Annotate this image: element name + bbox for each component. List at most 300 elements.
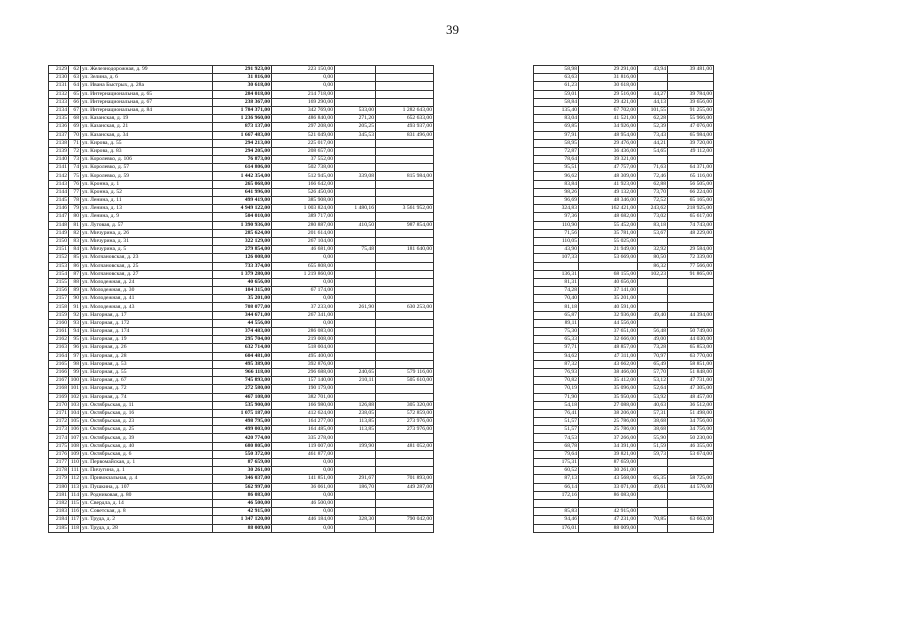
cell-rate-a: 136,31 bbox=[534, 270, 579, 278]
cell-rate-b: 44,21 bbox=[638, 139, 668, 147]
table-row bbox=[49, 442, 714, 450]
cell-cost-a: 141 851,00 bbox=[272, 475, 335, 483]
cell-row-number: 2167 bbox=[49, 377, 69, 385]
cell-cost-b bbox=[376, 319, 434, 327]
cell-area bbox=[335, 147, 376, 155]
cell-total-cost: 76 873,00 bbox=[213, 156, 272, 164]
table-row bbox=[49, 385, 714, 393]
cell-cost-a: 655 808,00 bbox=[272, 262, 335, 270]
cell-row-number: 2180 bbox=[49, 483, 69, 491]
cell-cost-b bbox=[376, 287, 434, 295]
cell-rate-b: 62,28 bbox=[638, 115, 668, 123]
cell-row-number: 2160 bbox=[49, 319, 69, 327]
cell-total-cost: 44 556,00 bbox=[213, 319, 272, 327]
cell-cost-d: 77 566,00 bbox=[668, 262, 714, 270]
cell-cost-a: 385 908,00 bbox=[272, 197, 335, 205]
cell-gap bbox=[434, 491, 534, 499]
cell-area bbox=[335, 295, 376, 303]
cell-rate-a: 110,05 bbox=[534, 237, 579, 245]
cell-total-cost: 294 213,00 bbox=[213, 139, 272, 147]
cell-rate-a: 81,31 bbox=[534, 278, 579, 286]
cell-address: ул. Мичурина, д. 31 bbox=[81, 237, 213, 245]
cell-rate-a: 60,52 bbox=[534, 467, 579, 475]
cell-rate-a: 175,31 bbox=[534, 459, 579, 467]
cell-cost-d: 65 984,00 bbox=[668, 131, 714, 139]
cell-cost-a: 157 140,00 bbox=[272, 377, 335, 385]
cell-total-cost: 4 949 122,00 bbox=[213, 205, 272, 213]
cell-cost-d: 53 674,00 bbox=[668, 450, 714, 458]
cell-cost-d: 91 255,00 bbox=[668, 106, 714, 114]
cell-item-number: 90 bbox=[69, 295, 81, 303]
cell-item-number: 96 bbox=[69, 344, 81, 352]
cell-gap bbox=[434, 295, 534, 303]
cell-cost-c: 35 781,00 bbox=[579, 229, 638, 237]
cell-rate-a: 97,36 bbox=[534, 213, 579, 221]
cell-total-cost: 31 816,00 bbox=[213, 74, 272, 82]
table-row bbox=[49, 278, 714, 286]
cell-area bbox=[335, 156, 376, 164]
table-row bbox=[49, 352, 714, 360]
cell-cost-b: 181 640,00 bbox=[376, 246, 434, 254]
cell-cost-d: 72 339,00 bbox=[668, 254, 714, 262]
cell-rate-b: 65,35 bbox=[638, 475, 668, 483]
cell-cost-d bbox=[668, 82, 714, 90]
cell-gap bbox=[434, 82, 534, 90]
cell-cost-c: 162 421,00 bbox=[579, 205, 638, 213]
cell-cost-a: 297 208,00 bbox=[272, 123, 335, 131]
cell-cost-b bbox=[376, 459, 434, 467]
cell-rate-a bbox=[534, 499, 579, 507]
cell-cost-c bbox=[579, 262, 638, 270]
cell-area bbox=[335, 311, 376, 319]
cell-cost-a: 0,00 bbox=[272, 254, 335, 262]
cell-cost-b bbox=[376, 491, 434, 499]
cell-total-cost: 104 315,00 bbox=[213, 287, 272, 295]
table-row bbox=[49, 213, 714, 221]
cell-area bbox=[335, 278, 376, 286]
cell-area: 410,50 bbox=[335, 221, 376, 229]
cell-area bbox=[335, 393, 376, 401]
cell-row-number: 2162 bbox=[49, 336, 69, 344]
table-row bbox=[49, 483, 714, 491]
cell-rate-b: 38,68 bbox=[638, 418, 668, 426]
table-row bbox=[49, 262, 714, 270]
cell-rate-a: 75,30 bbox=[534, 328, 579, 336]
cell-item-number: 102 bbox=[69, 393, 81, 401]
cell-area: 533,00 bbox=[335, 106, 376, 114]
cell-cost-a: 219 008,00 bbox=[272, 336, 335, 344]
cell-rate-a: 97,71 bbox=[534, 344, 579, 352]
cell-rate-b: 71,63 bbox=[638, 164, 668, 172]
cell-address: ул. Ивана Быстрых, д. 28а bbox=[81, 82, 213, 90]
cell-area bbox=[335, 328, 376, 336]
table-row bbox=[49, 197, 714, 205]
cell-total-cost: 87 659,00 bbox=[213, 459, 272, 467]
cell-total-cost: 1 442 354,00 bbox=[213, 172, 272, 180]
cell-rate-b: 49,40 bbox=[638, 311, 668, 319]
cell-cost-d: 74 743,00 bbox=[668, 221, 714, 229]
cell-cost-b bbox=[376, 295, 434, 303]
cell-cost-a: 518 004,00 bbox=[272, 344, 335, 352]
cell-address: ул. Молчановская, д. 27 bbox=[81, 270, 213, 278]
cell-cost-b bbox=[376, 147, 434, 155]
cell-row-number: 2131 bbox=[49, 82, 69, 90]
cell-address: ул. Октябрьская, д. 16 bbox=[81, 409, 213, 417]
cell-row-number: 2150 bbox=[49, 237, 69, 245]
cell-cost-b bbox=[376, 434, 434, 442]
cell-cost-a: 0,00 bbox=[272, 524, 335, 532]
cell-item-number: 113 bbox=[69, 483, 81, 491]
cell-area bbox=[335, 98, 376, 106]
cell-cost-a: 0,00 bbox=[272, 74, 335, 82]
cell-row-number: 2171 bbox=[49, 409, 69, 417]
cell-row-number: 2137 bbox=[49, 131, 69, 139]
cell-rate-a bbox=[534, 262, 579, 270]
cell-cost-b bbox=[376, 156, 434, 164]
cell-gap bbox=[434, 123, 534, 131]
cell-cost-d: 58 725,00 bbox=[668, 475, 714, 483]
cell-total-cost: 966 118,00 bbox=[213, 368, 272, 376]
cell-cost-b bbox=[376, 229, 434, 237]
cell-address: ул. Пичугина, д. 1 bbox=[81, 467, 213, 475]
cell-cost-a: 67 174,00 bbox=[272, 287, 335, 295]
cell-gap bbox=[434, 197, 534, 205]
cell-total-cost: 467 108,00 bbox=[213, 393, 272, 401]
cell-cost-b bbox=[376, 499, 434, 507]
cell-item-number: 83 bbox=[69, 237, 81, 245]
table-row bbox=[49, 475, 714, 483]
table-row bbox=[49, 418, 714, 426]
table-row bbox=[49, 180, 714, 188]
table-row bbox=[49, 156, 714, 164]
cell-cost-d: 48 457,00 bbox=[668, 393, 714, 401]
cell-cost-d bbox=[668, 287, 714, 295]
cell-gap bbox=[434, 459, 534, 467]
cell-cost-b bbox=[376, 188, 434, 196]
cell-cost-c: 25 786,00 bbox=[579, 418, 638, 426]
cell-address: ул. Нагорная, д. 19 bbox=[81, 336, 213, 344]
cell-cost-d: 39 720,00 bbox=[668, 139, 714, 147]
cell-cost-c: 67 702,00 bbox=[579, 106, 638, 114]
cell-row-number: 2144 bbox=[49, 188, 69, 196]
cell-gap bbox=[434, 106, 534, 114]
cell-cost-a: 502 738,00 bbox=[272, 164, 335, 172]
cell-rate-b bbox=[638, 74, 668, 82]
cell-rate-b: 65,49 bbox=[638, 360, 668, 368]
table-row bbox=[49, 205, 714, 213]
cell-item-number: 91 bbox=[69, 303, 81, 311]
cell-rate-b: 52,39 bbox=[638, 123, 668, 131]
table-row bbox=[49, 303, 714, 311]
cell-cost-d: 56 505,00 bbox=[668, 180, 714, 188]
cell-cost-d: 51 848,00 bbox=[668, 368, 714, 376]
cell-item-number: 85 bbox=[69, 254, 81, 262]
cell-area bbox=[335, 74, 376, 82]
cell-area: 126,88 bbox=[335, 401, 376, 409]
cell-row-number: 2183 bbox=[49, 508, 69, 516]
cell-total-cost: 499 419,00 bbox=[213, 197, 272, 205]
cell-area: 240,65 bbox=[335, 368, 376, 376]
cell-item-number: 66 bbox=[69, 98, 81, 106]
cell-address: ул. Зелина, д. 6 bbox=[81, 74, 213, 82]
cell-address: ул. Кронна, д. 1 bbox=[81, 180, 213, 188]
cell-rate-a: 76,93 bbox=[534, 368, 579, 376]
cell-item-number: 79 bbox=[69, 205, 81, 213]
cell-cost-c: 29 476,00 bbox=[579, 139, 638, 147]
cell-cost-b bbox=[376, 270, 434, 278]
cell-cost-d: 58 851,00 bbox=[668, 360, 714, 368]
table-row bbox=[49, 90, 714, 98]
cell-rate-a: 89,11 bbox=[534, 319, 579, 327]
cell-total-cost: 284 018,00 bbox=[213, 90, 272, 98]
cell-rate-a: 51,57 bbox=[534, 418, 579, 426]
table-row bbox=[49, 336, 714, 344]
cell-gap bbox=[434, 434, 534, 442]
cell-item-number: 87 bbox=[69, 270, 81, 278]
cell-item-number: 115 bbox=[69, 499, 81, 507]
cell-total-cost: 272 580,00 bbox=[213, 385, 272, 393]
cell-item-number: 108 bbox=[69, 442, 81, 450]
cell-total-cost: 294 205,00 bbox=[213, 147, 272, 155]
cell-address: ул. Первомайская, д. 1 bbox=[81, 459, 213, 467]
cell-rate-a: 69,85 bbox=[534, 123, 579, 131]
cell-row-number: 2130 bbox=[49, 74, 69, 82]
cell-cost-b: 273 976,00 bbox=[376, 426, 434, 434]
cell-row-number: 2165 bbox=[49, 360, 69, 368]
cell-cost-b: 1 282 643,00 bbox=[376, 106, 434, 114]
table-row bbox=[49, 459, 714, 467]
cell-rate-a: 96,62 bbox=[534, 172, 579, 180]
table-row bbox=[49, 401, 714, 409]
cell-item-number: 64 bbox=[69, 82, 81, 90]
cell-cost-a: 342 769,00 bbox=[272, 106, 335, 114]
table-row bbox=[49, 164, 714, 172]
cell-rate-a: 70,82 bbox=[534, 377, 579, 385]
cell-rate-a: 98,26 bbox=[534, 188, 579, 196]
cell-item-number: 116 bbox=[69, 508, 81, 516]
cell-item-number: 98 bbox=[69, 360, 81, 368]
cell-item-number: 107 bbox=[69, 434, 81, 442]
cell-total-cost: 86 083,00 bbox=[213, 491, 272, 499]
cell-cost-a: 335 278,00 bbox=[272, 434, 335, 442]
cell-cost-d bbox=[668, 237, 714, 245]
cell-gap bbox=[434, 499, 534, 507]
cell-address: ул. Луговая, д. 57 bbox=[81, 221, 213, 229]
cell-total-cost: 46 500,00 bbox=[213, 499, 272, 507]
cell-total-cost: 1 347 120,00 bbox=[213, 516, 272, 524]
cell-cost-d: 47 305,00 bbox=[668, 385, 714, 393]
cell-cost-c: 43 568,00 bbox=[579, 475, 638, 483]
cell-row-number: 2148 bbox=[49, 221, 69, 229]
cell-rate-b: 57,70 bbox=[638, 368, 668, 376]
cell-row-number: 2174 bbox=[49, 434, 69, 442]
cell-row-number: 2182 bbox=[49, 499, 69, 507]
cell-cost-d bbox=[668, 295, 714, 303]
cell-total-cost: 1 784 371,00 bbox=[213, 106, 272, 114]
cell-rate-a: 83,84 bbox=[534, 180, 579, 188]
cell-cost-c: 48 954,00 bbox=[579, 131, 638, 139]
cell-total-cost: 873 137,00 bbox=[213, 123, 272, 131]
cell-cost-b: 493 937,00 bbox=[376, 123, 434, 131]
cell-rate-b: 55,90 bbox=[638, 434, 668, 442]
cell-cost-d: 39 784,00 bbox=[668, 90, 714, 98]
cell-item-number: 77 bbox=[69, 188, 81, 196]
cell-rate-b: 73,02 bbox=[638, 213, 668, 221]
cell-rate-a: 87,32 bbox=[534, 360, 579, 368]
table-row bbox=[49, 393, 714, 401]
cell-rate-b bbox=[638, 467, 668, 475]
cell-cost-b bbox=[376, 74, 434, 82]
cell-area bbox=[335, 459, 376, 467]
cell-item-number: 69 bbox=[69, 123, 81, 131]
cell-address: ул. Железнодорожная, д. 99 bbox=[81, 66, 213, 74]
cell-cost-d: 50 749,00 bbox=[668, 328, 714, 336]
cell-cost-b: 505 610,00 bbox=[376, 377, 434, 385]
cell-gap bbox=[434, 90, 534, 98]
cell-rate-b: 53,92 bbox=[638, 393, 668, 401]
cell-cost-d: 46 355,00 bbox=[668, 442, 714, 450]
cell-rate-a: 94,62 bbox=[534, 352, 579, 360]
cell-address: ул. Пушкина, д. 107 bbox=[81, 483, 213, 491]
cell-cost-b bbox=[376, 311, 434, 319]
cell-gap bbox=[434, 172, 534, 180]
cell-address: ул. Труда, д. 28 bbox=[81, 524, 213, 532]
cell-row-number: 2163 bbox=[49, 344, 69, 352]
cell-row-number: 2172 bbox=[49, 418, 69, 426]
cell-area bbox=[335, 82, 376, 90]
cell-cost-b bbox=[376, 237, 434, 245]
cell-cost-d: 44 030,00 bbox=[668, 336, 714, 344]
cell-row-number: 2157 bbox=[49, 295, 69, 303]
cell-cost-a: 1 003 824,00 bbox=[272, 205, 335, 213]
table-row bbox=[49, 139, 714, 147]
cell-rate-b bbox=[638, 82, 668, 90]
cell-rate-b: 102,23 bbox=[638, 270, 668, 278]
cell-area: 1 480,16 bbox=[335, 205, 376, 213]
cell-address: ул. Королевко, д. 57 bbox=[81, 164, 213, 172]
cell-cost-a: 169 290,00 bbox=[272, 98, 335, 106]
cell-rate-a: 87,13 bbox=[534, 475, 579, 483]
cell-cost-a: 392 876,00 bbox=[272, 360, 335, 368]
cell-cost-d bbox=[668, 278, 714, 286]
cell-cost-b: 831 496,00 bbox=[376, 131, 434, 139]
table-row bbox=[49, 499, 714, 507]
cell-rate-b: 83,18 bbox=[638, 221, 668, 229]
cell-item-number: 75 bbox=[69, 172, 81, 180]
cell-cost-d: 91 865,00 bbox=[668, 270, 714, 278]
cell-area bbox=[335, 360, 376, 368]
cell-total-cost: 40 656,00 bbox=[213, 278, 272, 286]
cell-area: 113,85 bbox=[335, 418, 376, 426]
cell-rate-a: 107,33 bbox=[534, 254, 579, 262]
cell-address: ул. Кирова, д. 83 bbox=[81, 147, 213, 155]
cell-cost-c: 55 452,00 bbox=[579, 221, 638, 229]
cell-row-number: 2146 bbox=[49, 205, 69, 213]
cell-row-number: 2175 bbox=[49, 442, 69, 450]
cell-item-number: 103 bbox=[69, 401, 81, 409]
table-row bbox=[49, 467, 714, 475]
cell-cost-c: 40 591,00 bbox=[579, 303, 638, 311]
cell-item-number: 117 bbox=[69, 516, 81, 524]
cell-cost-d: 44 576,00 bbox=[668, 483, 714, 491]
cell-total-cost: 604 481,00 bbox=[213, 352, 272, 360]
cell-address: ул. Молчановская, д. 25 bbox=[81, 262, 213, 270]
cell-cost-a: 512 945,00 bbox=[272, 172, 335, 180]
cell-total-cost: 30 261,00 bbox=[213, 467, 272, 475]
cell-address: ул. Привокзальная, д. 4 bbox=[81, 475, 213, 483]
cell-cost-c: 32 936,00 bbox=[579, 311, 638, 319]
cell-cost-a: 0,00 bbox=[272, 459, 335, 467]
cell-gap bbox=[434, 213, 534, 221]
cell-gap bbox=[434, 450, 534, 458]
cell-gap bbox=[434, 524, 534, 532]
cell-cost-a: 214 718,00 bbox=[272, 90, 335, 98]
cell-cost-c: 42 915,00 bbox=[579, 508, 638, 516]
table-row bbox=[49, 237, 714, 245]
cell-total-cost: 265 068,00 bbox=[213, 180, 272, 188]
cell-cost-b: 790 042,00 bbox=[376, 516, 434, 524]
cell-cost-c: 34 926,00 bbox=[579, 123, 638, 131]
cell-area bbox=[335, 450, 376, 458]
cell-area bbox=[335, 188, 376, 196]
table-row bbox=[49, 508, 714, 516]
cell-row-number: 2176 bbox=[49, 450, 69, 458]
table-row bbox=[49, 270, 714, 278]
cell-total-cost: 708 077,00 bbox=[213, 303, 272, 311]
cell-rate-a: 58,95 bbox=[534, 139, 579, 147]
cell-cost-a: 521 049,00 bbox=[272, 131, 335, 139]
cell-item-number: 114 bbox=[69, 491, 81, 499]
cell-item-number: 84 bbox=[69, 246, 81, 254]
cell-cost-d: 47 731,00 bbox=[668, 377, 714, 385]
page-number: 39 bbox=[446, 22, 459, 37]
cell-row-number: 2154 bbox=[49, 270, 69, 278]
cell-cost-c: 40 656,00 bbox=[579, 278, 638, 286]
table-row bbox=[49, 344, 714, 352]
cell-item-number: 68 bbox=[69, 115, 81, 123]
cell-area bbox=[335, 197, 376, 205]
table-row bbox=[49, 311, 714, 319]
cell-rate-a: 70,40 bbox=[534, 295, 579, 303]
cell-cost-d bbox=[668, 74, 714, 82]
table-row bbox=[49, 360, 714, 368]
cell-gap bbox=[434, 368, 534, 376]
cell-area bbox=[335, 352, 376, 360]
cell-cost-d: 65 617,00 bbox=[668, 213, 714, 221]
table-row bbox=[49, 229, 714, 237]
cell-item-number: 95 bbox=[69, 336, 81, 344]
cell-item-number: 74 bbox=[69, 164, 81, 172]
cell-address: ул. Труда, д. 2 bbox=[81, 516, 213, 524]
cell-total-cost: 504 010,00 bbox=[213, 213, 272, 221]
cell-area bbox=[335, 229, 376, 237]
cell-area: 205,25 bbox=[335, 123, 376, 131]
cell-total-cost: 535 900,00 bbox=[213, 401, 272, 409]
cell-area bbox=[335, 508, 376, 516]
cell-address: ул. Молчановская, д. 23 bbox=[81, 254, 213, 262]
cell-cost-c: 37 266,00 bbox=[579, 434, 638, 442]
cell-item-number: 81 bbox=[69, 221, 81, 229]
cell-area bbox=[335, 287, 376, 295]
cell-total-cost: 346 037,00 bbox=[213, 475, 272, 483]
cell-area bbox=[335, 524, 376, 532]
cell-gap bbox=[434, 115, 534, 123]
cell-gap bbox=[434, 66, 534, 74]
cell-cost-d: 39 481,00 bbox=[668, 66, 714, 74]
cell-cost-d: 49 112,00 bbox=[668, 147, 714, 155]
cell-area bbox=[335, 336, 376, 344]
cell-total-cost: 1 667 483,00 bbox=[213, 131, 272, 139]
